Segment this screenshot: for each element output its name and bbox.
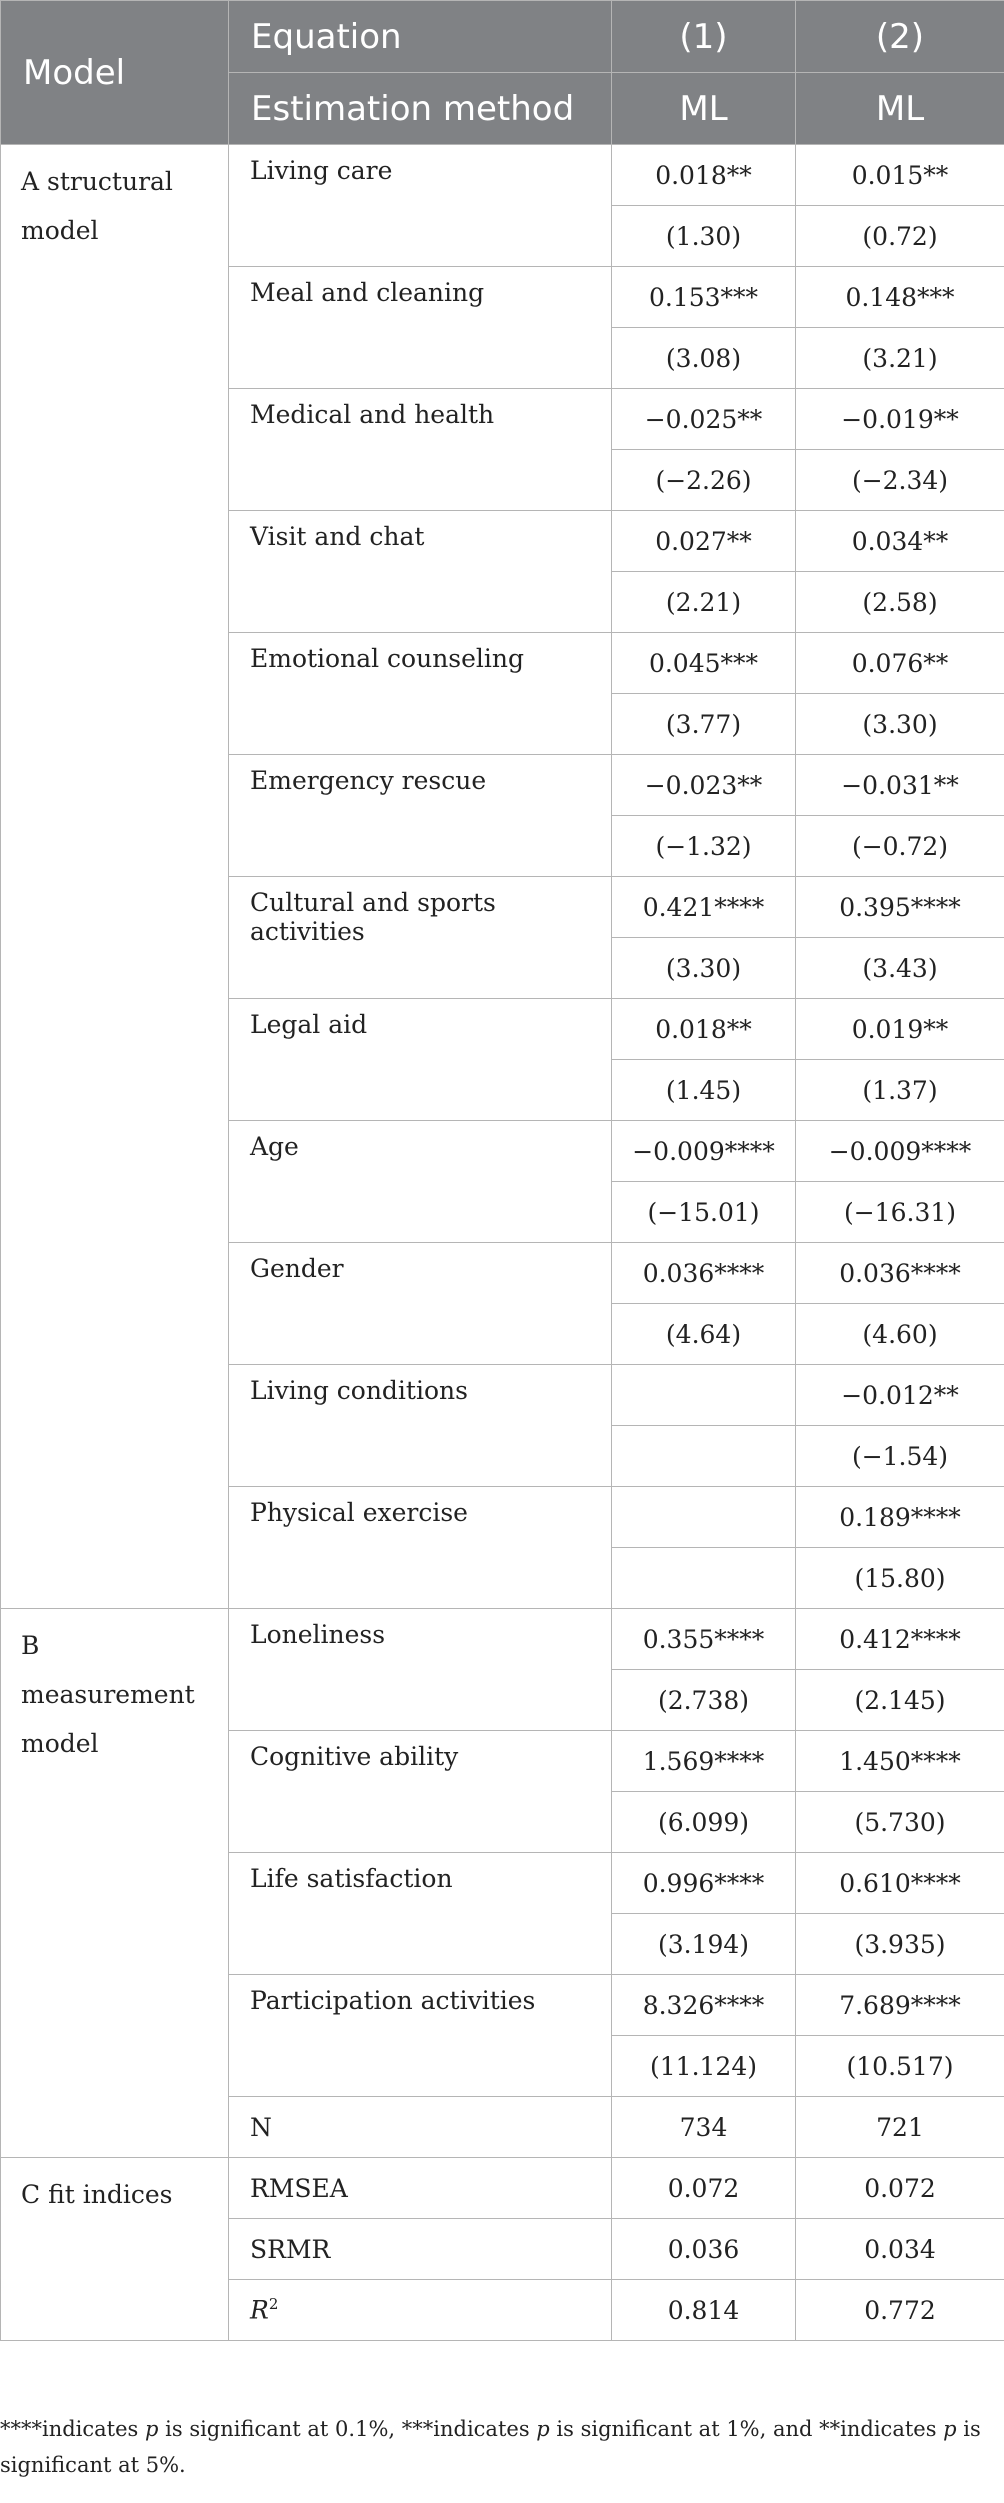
coef-cell-1: 8.326****: [612, 1975, 796, 2036]
variable-label: Physical exercise: [229, 1487, 612, 1609]
footnote-p-3: p: [943, 2417, 957, 2441]
variable-label: Life satisfaction: [229, 1853, 612, 1975]
footnote-stars-3: ***: [401, 2417, 434, 2441]
table-row: [1, 1609, 1004, 1670]
tstat-cell-2: (2.145): [796, 1670, 1004, 1731]
header-estimation-method: Estimation method: [229, 73, 612, 145]
coef-cell-2: 0.412****: [796, 1609, 1004, 1670]
tstat-cell-2: (2.58): [796, 572, 1004, 633]
tstat-cell-2: (10.517): [796, 2036, 1004, 2097]
coef-cell-2: 0.395****: [796, 877, 1004, 938]
tstat-cell-2: (15.80): [796, 1548, 1004, 1609]
coef-cell-1: 0.036****: [612, 1243, 796, 1304]
variable-label: [229, 2219, 612, 2280]
variable-label: [229, 2280, 612, 2341]
table-body: [1, 145, 1004, 2341]
value-cell-2: 0.072: [796, 2158, 1004, 2219]
header-col-1: (1): [612, 1, 796, 73]
coef-cell-1: 0.018**: [612, 145, 796, 206]
variable-label: Visit and chat: [229, 511, 612, 633]
coef-cell-2: 0.034**: [796, 511, 1004, 572]
coef-cell-1: −0.025**: [612, 389, 796, 450]
coef-cell-1: 1.569****: [612, 1731, 796, 1792]
tstat-cell-1: [612, 1426, 796, 1487]
header-model: Model: [1, 1, 229, 145]
coef-cell-2: 1.450****: [796, 1731, 1004, 1792]
header-col-2: (2): [796, 1, 1004, 73]
footnote-text-1: indicates: [42, 2417, 146, 2441]
variable-label: [229, 2158, 612, 2219]
tstat-cell-2: (−2.34): [796, 450, 1004, 511]
coef-cell-2: 7.689****: [796, 1975, 1004, 2036]
tstat-cell-1: (11.124): [612, 2036, 796, 2097]
coef-cell-2: −0.009****: [796, 1121, 1004, 1182]
table-row: [1, 145, 1004, 206]
superscript: 2: [268, 2295, 279, 2314]
footnote-p-1: p: [145, 2417, 159, 2441]
footnote-stars-2: **: [819, 2417, 841, 2441]
coef-cell-2: −0.019**: [796, 389, 1004, 450]
tstat-cell-1: (3.194): [612, 1914, 796, 1975]
coef-cell-2: 0.019**: [796, 999, 1004, 1060]
value-cell-1: 0.036: [612, 2219, 796, 2280]
value-cell-2: 721: [796, 2097, 1004, 2158]
tstat-cell-1: (1.30): [612, 206, 796, 267]
variable-label-text: N: [250, 2112, 272, 2142]
header-method-2: ML: [796, 73, 1004, 145]
variable-label: Age: [229, 1121, 612, 1243]
tstat-cell-1: (−2.26): [612, 450, 796, 511]
variable-label: Emotional counseling: [229, 633, 612, 755]
variable-label: Legal aid: [229, 999, 612, 1121]
value-cell-2: 0.772: [796, 2280, 1004, 2341]
tstat-cell-2: (3.43): [796, 938, 1004, 999]
header-equation: Equation: [229, 1, 612, 73]
tstat-cell-2: (0.72): [796, 206, 1004, 267]
tstat-cell-2: (4.60): [796, 1304, 1004, 1365]
variable-label-text: RMSEA: [250, 2173, 348, 2203]
variable-label-text: SRMR: [250, 2234, 331, 2264]
footnote-text-4: is significant at 1%, and: [549, 2417, 820, 2441]
coef-cell-2: −0.031**: [796, 755, 1004, 816]
tstat-cell-2: (5.730): [796, 1792, 1004, 1853]
coef-cell-2: 0.036****: [796, 1243, 1004, 1304]
variable-label: Gender: [229, 1243, 612, 1365]
coef-cell-1: 0.996****: [612, 1853, 796, 1914]
value-cell-1: 0.072: [612, 2158, 796, 2219]
table-footnote: [0, 2411, 1004, 2483]
coef-cell-1: −0.023**: [612, 755, 796, 816]
coef-cell-1: [612, 1365, 796, 1426]
value-cell-1: 0.814: [612, 2280, 796, 2341]
header-row-1: [1, 1, 1004, 73]
variable-label: Cultural and sports activities: [229, 877, 612, 999]
variable-label: Cognitive ability: [229, 1731, 612, 1853]
footnote-p-2: p: [536, 2417, 550, 2441]
tstat-cell-2: (−16.31): [796, 1182, 1004, 1243]
tstat-cell-1: (6.099): [612, 1792, 796, 1853]
section-label: A structural model: [1, 145, 229, 1609]
variable-label: Living care: [229, 145, 612, 267]
tstat-cell-1: (2.738): [612, 1670, 796, 1731]
tstat-cell-2: (3.30): [796, 694, 1004, 755]
tstat-cell-1: [612, 1548, 796, 1609]
tstat-cell-1: (1.45): [612, 1060, 796, 1121]
table-header: [1, 1, 1004, 145]
variable-label: Loneliness: [229, 1609, 612, 1731]
variable-label: [229, 2097, 612, 2158]
footnote-text-3: indicates: [433, 2417, 537, 2441]
value-cell-1: 734: [612, 2097, 796, 2158]
coef-cell-1: 0.027**: [612, 511, 796, 572]
variable-label: Medical and health: [229, 389, 612, 511]
coef-cell-1: 0.355****: [612, 1609, 796, 1670]
coef-cell-2: 0.015**: [796, 145, 1004, 206]
tstat-cell-2: (3.935): [796, 1914, 1004, 1975]
coef-cell-2: −0.012**: [796, 1365, 1004, 1426]
tstat-cell-1: (3.08): [612, 328, 796, 389]
variable-label-text: R: [250, 2295, 269, 2325]
tstat-cell-1: (3.30): [612, 938, 796, 999]
header-method-1: ML: [612, 73, 796, 145]
coef-cell-1: 0.018**: [612, 999, 796, 1060]
coef-cell-2: 0.076**: [796, 633, 1004, 694]
tstat-cell-2: (−0.72): [796, 816, 1004, 877]
tstat-cell-2: (−1.54): [796, 1426, 1004, 1487]
value-cell-2: 0.034: [796, 2219, 1004, 2280]
variable-label: Meal and cleaning: [229, 267, 612, 389]
coef-cell-2: 0.148***: [796, 267, 1004, 328]
footnote-stars-4: ****: [0, 2417, 42, 2441]
variable-label: Living conditions: [229, 1365, 612, 1487]
coef-cell-2: 0.610****: [796, 1853, 1004, 1914]
tstat-cell-1: (−1.32): [612, 816, 796, 877]
section-label: B measurement model: [1, 1609, 229, 2158]
coef-cell-1: 0.153***: [612, 267, 796, 328]
coef-cell-1: [612, 1487, 796, 1548]
tstat-cell-1: (4.64): [612, 1304, 796, 1365]
table-row: [1, 2158, 1004, 2219]
tstat-cell-2: (3.21): [796, 328, 1004, 389]
tstat-cell-1: (−15.01): [612, 1182, 796, 1243]
tstat-cell-1: (2.21): [612, 572, 796, 633]
coef-cell-1: −0.009****: [612, 1121, 796, 1182]
tstat-cell-1: (3.77): [612, 694, 796, 755]
footnote-text-5: indicates: [840, 2417, 944, 2441]
coef-cell-2: 0.189****: [796, 1487, 1004, 1548]
footnote-text-6: is significant at 5%.: [0, 2417, 981, 2477]
tstat-cell-2: (1.37): [796, 1060, 1004, 1121]
variable-label: Participation activities: [229, 1975, 612, 2097]
footnote-text-2: is significant at 0.1%,: [158, 2417, 402, 2441]
coef-cell-1: 0.421****: [612, 877, 796, 938]
coef-cell-1: 0.045***: [612, 633, 796, 694]
section-label: C fit indices: [1, 2158, 229, 2341]
variable-label: Emergency rescue: [229, 755, 612, 877]
